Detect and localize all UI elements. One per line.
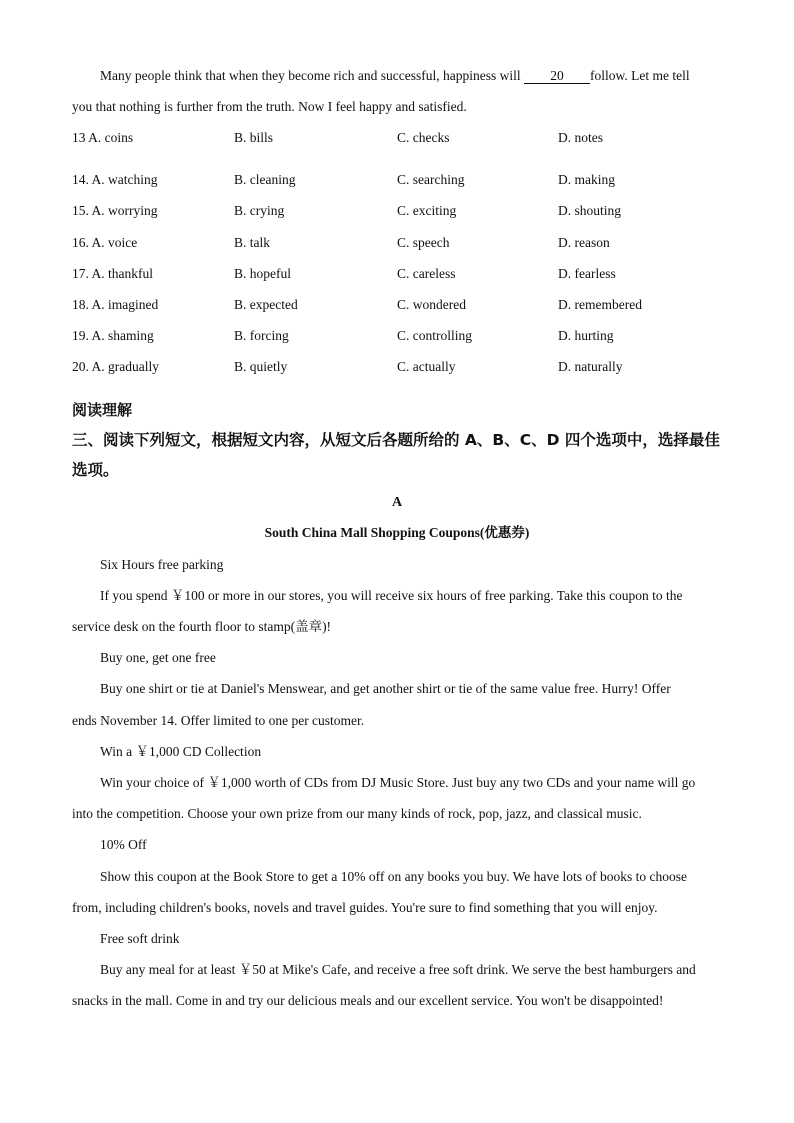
- coupon-text-line: Buy any meal for at least ￥50 at Mike's Cafe, and receive a free soft drink. We serve the best hamburgers and: [100, 962, 696, 977]
- coupon-text-line: into the competition. Choose your own prize from our many kinds of rock, pop, jazz, and classical music.: [72, 806, 642, 821]
- option-c: C. checks: [397, 130, 450, 145]
- option-d: D. making: [558, 172, 615, 187]
- option-c: C. wondered: [397, 297, 466, 312]
- option-c: C. careless: [397, 266, 456, 281]
- option-b: B. expected: [234, 297, 298, 312]
- option-c: C. actually: [397, 359, 456, 374]
- coupon-text-line: Win your choice of ￥1,000 worth of CDs from DJ Music Store. Just buy any two CDs and your name will go: [100, 775, 696, 790]
- option-d: D. notes: [558, 130, 603, 145]
- coupon-text-line: from, including children's books, novels and travel guides. You're sure to find something that you will enjoy.: [72, 900, 658, 915]
- option-d: D. naturally: [558, 359, 623, 374]
- passage-title: South China Mall Shopping Coupons(优惠券): [264, 525, 530, 540]
- instruction-line-2: 选项。: [72, 461, 119, 479]
- option-d: D. fearless: [558, 266, 616, 281]
- coupon-heading: Buy one, get one free: [100, 650, 216, 665]
- section-label: 阅读理解: [72, 401, 133, 419]
- coupon-heading: Free soft drink: [100, 931, 180, 946]
- passage-letter: A: [391, 495, 403, 510]
- instruction-line-1: 三、阅读下列短文，根据短文内容，从短文后各题所给的 A、B、C、D 四个选项中，选择最佳: [72, 431, 720, 449]
- option-a: 17. A. thankful: [72, 266, 153, 281]
- option-c: C. speech: [397, 235, 450, 250]
- coupon-text-line: Show this coupon at the Book Store to get a 10% off on any books you buy. We have lots of books to choose: [100, 869, 687, 884]
- option-c: C. controlling: [397, 328, 472, 343]
- option-a: 16. A. voice: [72, 235, 138, 250]
- coupon-text-line: service desk on the fourth floor to stamp(盖章)!: [72, 619, 332, 634]
- option-a: 15. A. worrying: [72, 203, 158, 218]
- option-a: 13 A. coins: [72, 130, 134, 145]
- option-c: C. exciting: [397, 203, 457, 218]
- intro-text-before-blank: Many people think that when they become rich and successful, happiness will: [100, 68, 525, 83]
- coupon-heading: Six Hours free parking: [100, 557, 224, 572]
- coupon-text-line: If you spend ￥100 or more in our stores, you will receive six hours of free parking. Take this coupon to the: [100, 588, 683, 603]
- option-b: B. forcing: [234, 328, 289, 343]
- option-b: B. talk: [234, 235, 270, 250]
- option-d: D. shouting: [558, 203, 622, 218]
- option-d: D. reason: [558, 235, 610, 250]
- option-b: B. bills: [234, 130, 274, 145]
- option-a: 14. A. watching: [72, 172, 158, 187]
- blank-20: 20: [524, 68, 590, 84]
- option-a: 20. A. gradually: [72, 359, 159, 374]
- coupon-heading: Win a ￥1,000 CD Collection: [100, 744, 262, 759]
- intro-line-1: [100, 67, 690, 85]
- option-a: 18. A. imagined: [72, 297, 159, 312]
- intro-line-2: you that nothing is further from the truth. Now I feel happy and satisfied.: [72, 99, 467, 114]
- option-d: D. remembered: [558, 297, 642, 312]
- option-c: C. searching: [397, 172, 465, 187]
- option-b: B. hopeful: [234, 266, 291, 281]
- coupon-text-line: ends November 14. Offer limited to one per customer.: [72, 713, 365, 728]
- option-b: B. crying: [234, 203, 285, 218]
- section-instructions: [72, 425, 732, 485]
- option-a: 19. A. shaming: [72, 328, 154, 343]
- option-b: B. quietly: [234, 359, 288, 374]
- coupon-text-line: snacks in the mall. Come in and try our delicious meals and our excellent service. You won't be disappointed!: [72, 993, 664, 1008]
- intro-text-after-blank: follow. Let me tell: [590, 68, 690, 83]
- option-b: B. cleaning: [234, 172, 296, 187]
- option-d: D. hurting: [558, 328, 614, 343]
- coupon-heading: 10% Off: [100, 837, 147, 852]
- coupon-text-line: Buy one shirt or tie at Daniel's Menswear, and get another shirt or tie of the same value free. Hurry! Offer: [100, 681, 671, 696]
